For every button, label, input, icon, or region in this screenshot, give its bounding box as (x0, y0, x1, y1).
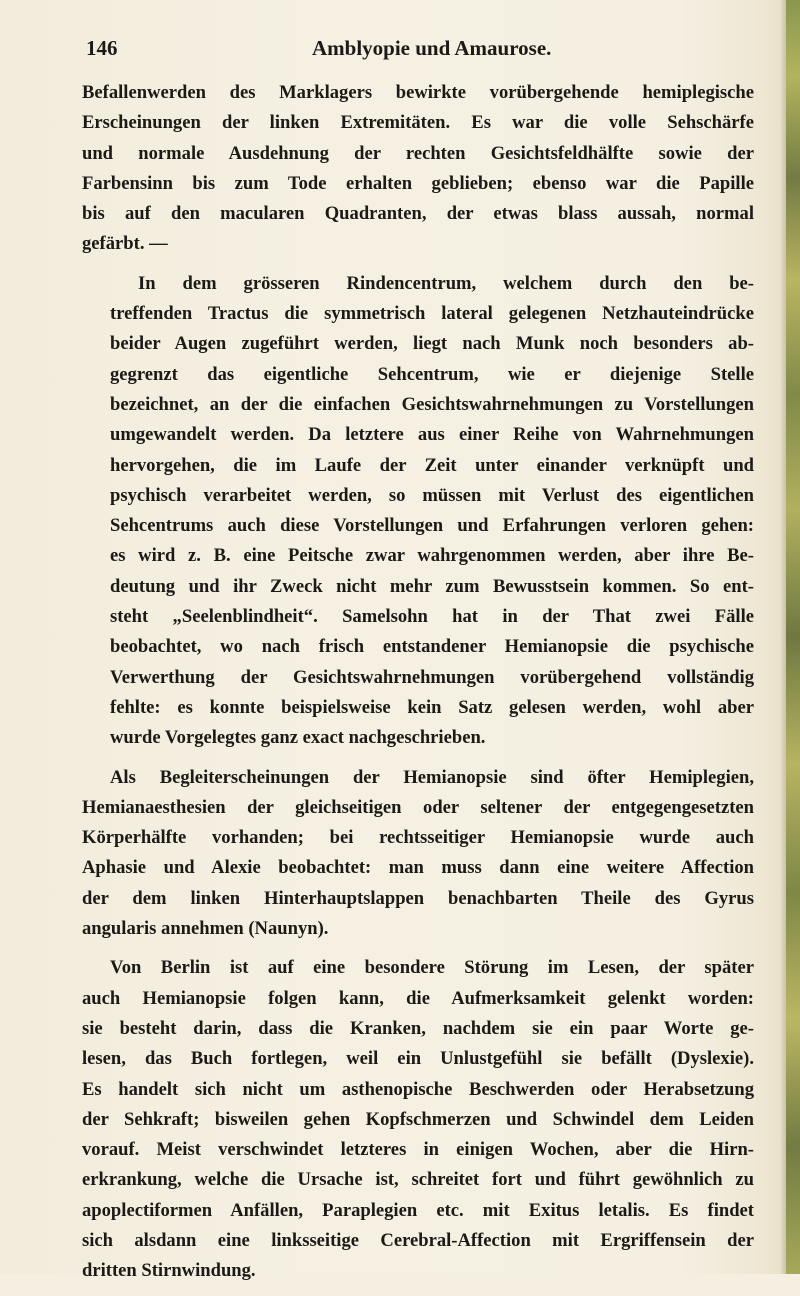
running-header (86, 36, 766, 66)
text-line: Verwerthung der Gesichtswahrnehmungen vorübergehend vollständig (110, 666, 754, 688)
text-line: Es handelt sich nicht um asthenopische Beschwerden oder Herabsetzung (82, 1078, 754, 1100)
text-line: angularis annehmen (Naunyn). (82, 918, 329, 940)
text-line: sie besteht darin, dass die Kranken, nachdem sie ein paar Worte ge- (82, 1017, 754, 1039)
text-line: wurde Vorgelegtes ganz exact nachgeschrieben. (110, 727, 486, 749)
text-line: es wird z. B. eine Peitsche zwar wahrgenommen werden, aber ihre Be- (110, 545, 754, 567)
paragraph (82, 78, 754, 260)
text-line: steht „Seelenblindheit“. Samelsohn hat in der That zwei Fälle (110, 606, 754, 628)
text-line: beobachtet, wo nach frisch entstandener Hemianopsie die psychische (110, 636, 754, 658)
text-line: deutung und ihr Zweck nicht mehr zum Bewusstsein kommen. So ent- (110, 575, 754, 597)
text-line: In dem grösseren Rindencentrum, welchem durch den be- (138, 272, 754, 294)
text-line: dritten Stirnwindung. (82, 1260, 256, 1282)
text-line: Farbensinn bis zum Tode erhalten geblieben; ebenso war die Papille (82, 172, 754, 194)
text-line: treffenden Tractus die symmetrisch lateral gelegenen Netzhauteindrücke (110, 303, 754, 325)
text-line: Hemianaesthesien der gleichseitigen oder seltener der entgegengesetzten (82, 796, 754, 818)
text-line: gefärbt. — (82, 233, 168, 255)
text-line: hervorgehen, die im Laufe der Zeit unter einander verknüpft und (110, 454, 754, 476)
running-title: Amblyopie und Amaurose. (312, 36, 552, 60)
paragraph (82, 269, 754, 754)
text-line: fehlte: es konnte beispielsweise kein Satz gelesen werden, wohl aber (110, 696, 754, 718)
text-line: sich alsdann eine linksseitige Cerebral-Affection mit Ergriffensein der (82, 1229, 754, 1251)
text-line: der Sehkraft; bisweilen gehen Kopfschmerzen und Schwindel dem Leiden (82, 1108, 754, 1130)
text-line: bezeichnet, an der die einfachen Gesichtswahrnehmungen zu Vorstellungen (110, 393, 754, 415)
text-line: Befallenwerden des Marklagers bewirkte vorübergehende hemiplegische (82, 82, 754, 103)
paragraph (82, 953, 754, 1286)
page-number: 146 (86, 36, 118, 60)
text-line: Als Begleiterscheinungen der Hemianopsie sind öfter Hemiplegien, (110, 766, 754, 788)
text-line: bis auf den macularen Quadranten, der etwas blass aussah, normal (82, 203, 754, 225)
text-line: gegrenzt das eigentliche Sehcentrum, wie er diejenige Stelle (110, 363, 754, 385)
page-edge (786, 0, 800, 1274)
text-line: psychisch verarbeitet werden, so müssen mit Verlust des eigentlichen (110, 484, 754, 506)
paragraph (82, 763, 754, 945)
text-line: auch Hemianopsie folgen kann, die Aufmerksamkeit gelenkt worden: (82, 987, 754, 1009)
text-line: Sehcentrums auch diese Vorstellungen und Erfahrungen verloren gehen: (110, 515, 754, 537)
body-text (82, 78, 754, 1296)
text-line: Aphasie und Alexie beobachtet: man muss dann eine weitere Affection (82, 857, 754, 879)
text-line: vorauf. Meist verschwindet letzteres in einigen Wochen, aber die Hirn- (82, 1139, 754, 1161)
text-line: Erscheinungen der linken Extremitäten. Es war die volle Sehschärfe (82, 112, 754, 134)
text-line: erkrankung, welche die Ursache ist, schreitet fort und führt gewöhnlich zu (82, 1169, 754, 1191)
text-line: apoplectiformen Anfällen, Paraplegien etc. mit Exitus letalis. Es findet (82, 1199, 754, 1221)
text-line: der dem linken Hinterhauptslappen benachbarten Theile des Gyrus (82, 887, 754, 909)
text-line: Körperhälfte vorhanden; bei rechtsseitiger Hemianopsie wurde auch (82, 827, 754, 849)
text-line: umgewandelt werden. Da letztere aus einer Reihe von Wahrnehmungen (110, 424, 754, 446)
text-line: und normale Ausdehnung der rechten Gesichtsfeldhälfte sowie der (82, 142, 754, 164)
text-line: Von Berlin ist auf eine besondere Störung im Lesen, der später (110, 957, 754, 979)
text-line: lesen, das Buch fortlegen, weil ein Unlustgefühl sie befällt (Dyslexie). (82, 1048, 754, 1070)
text-line: beider Augen zugeführt werden, liegt nach Munk noch besonders ab- (110, 333, 754, 355)
